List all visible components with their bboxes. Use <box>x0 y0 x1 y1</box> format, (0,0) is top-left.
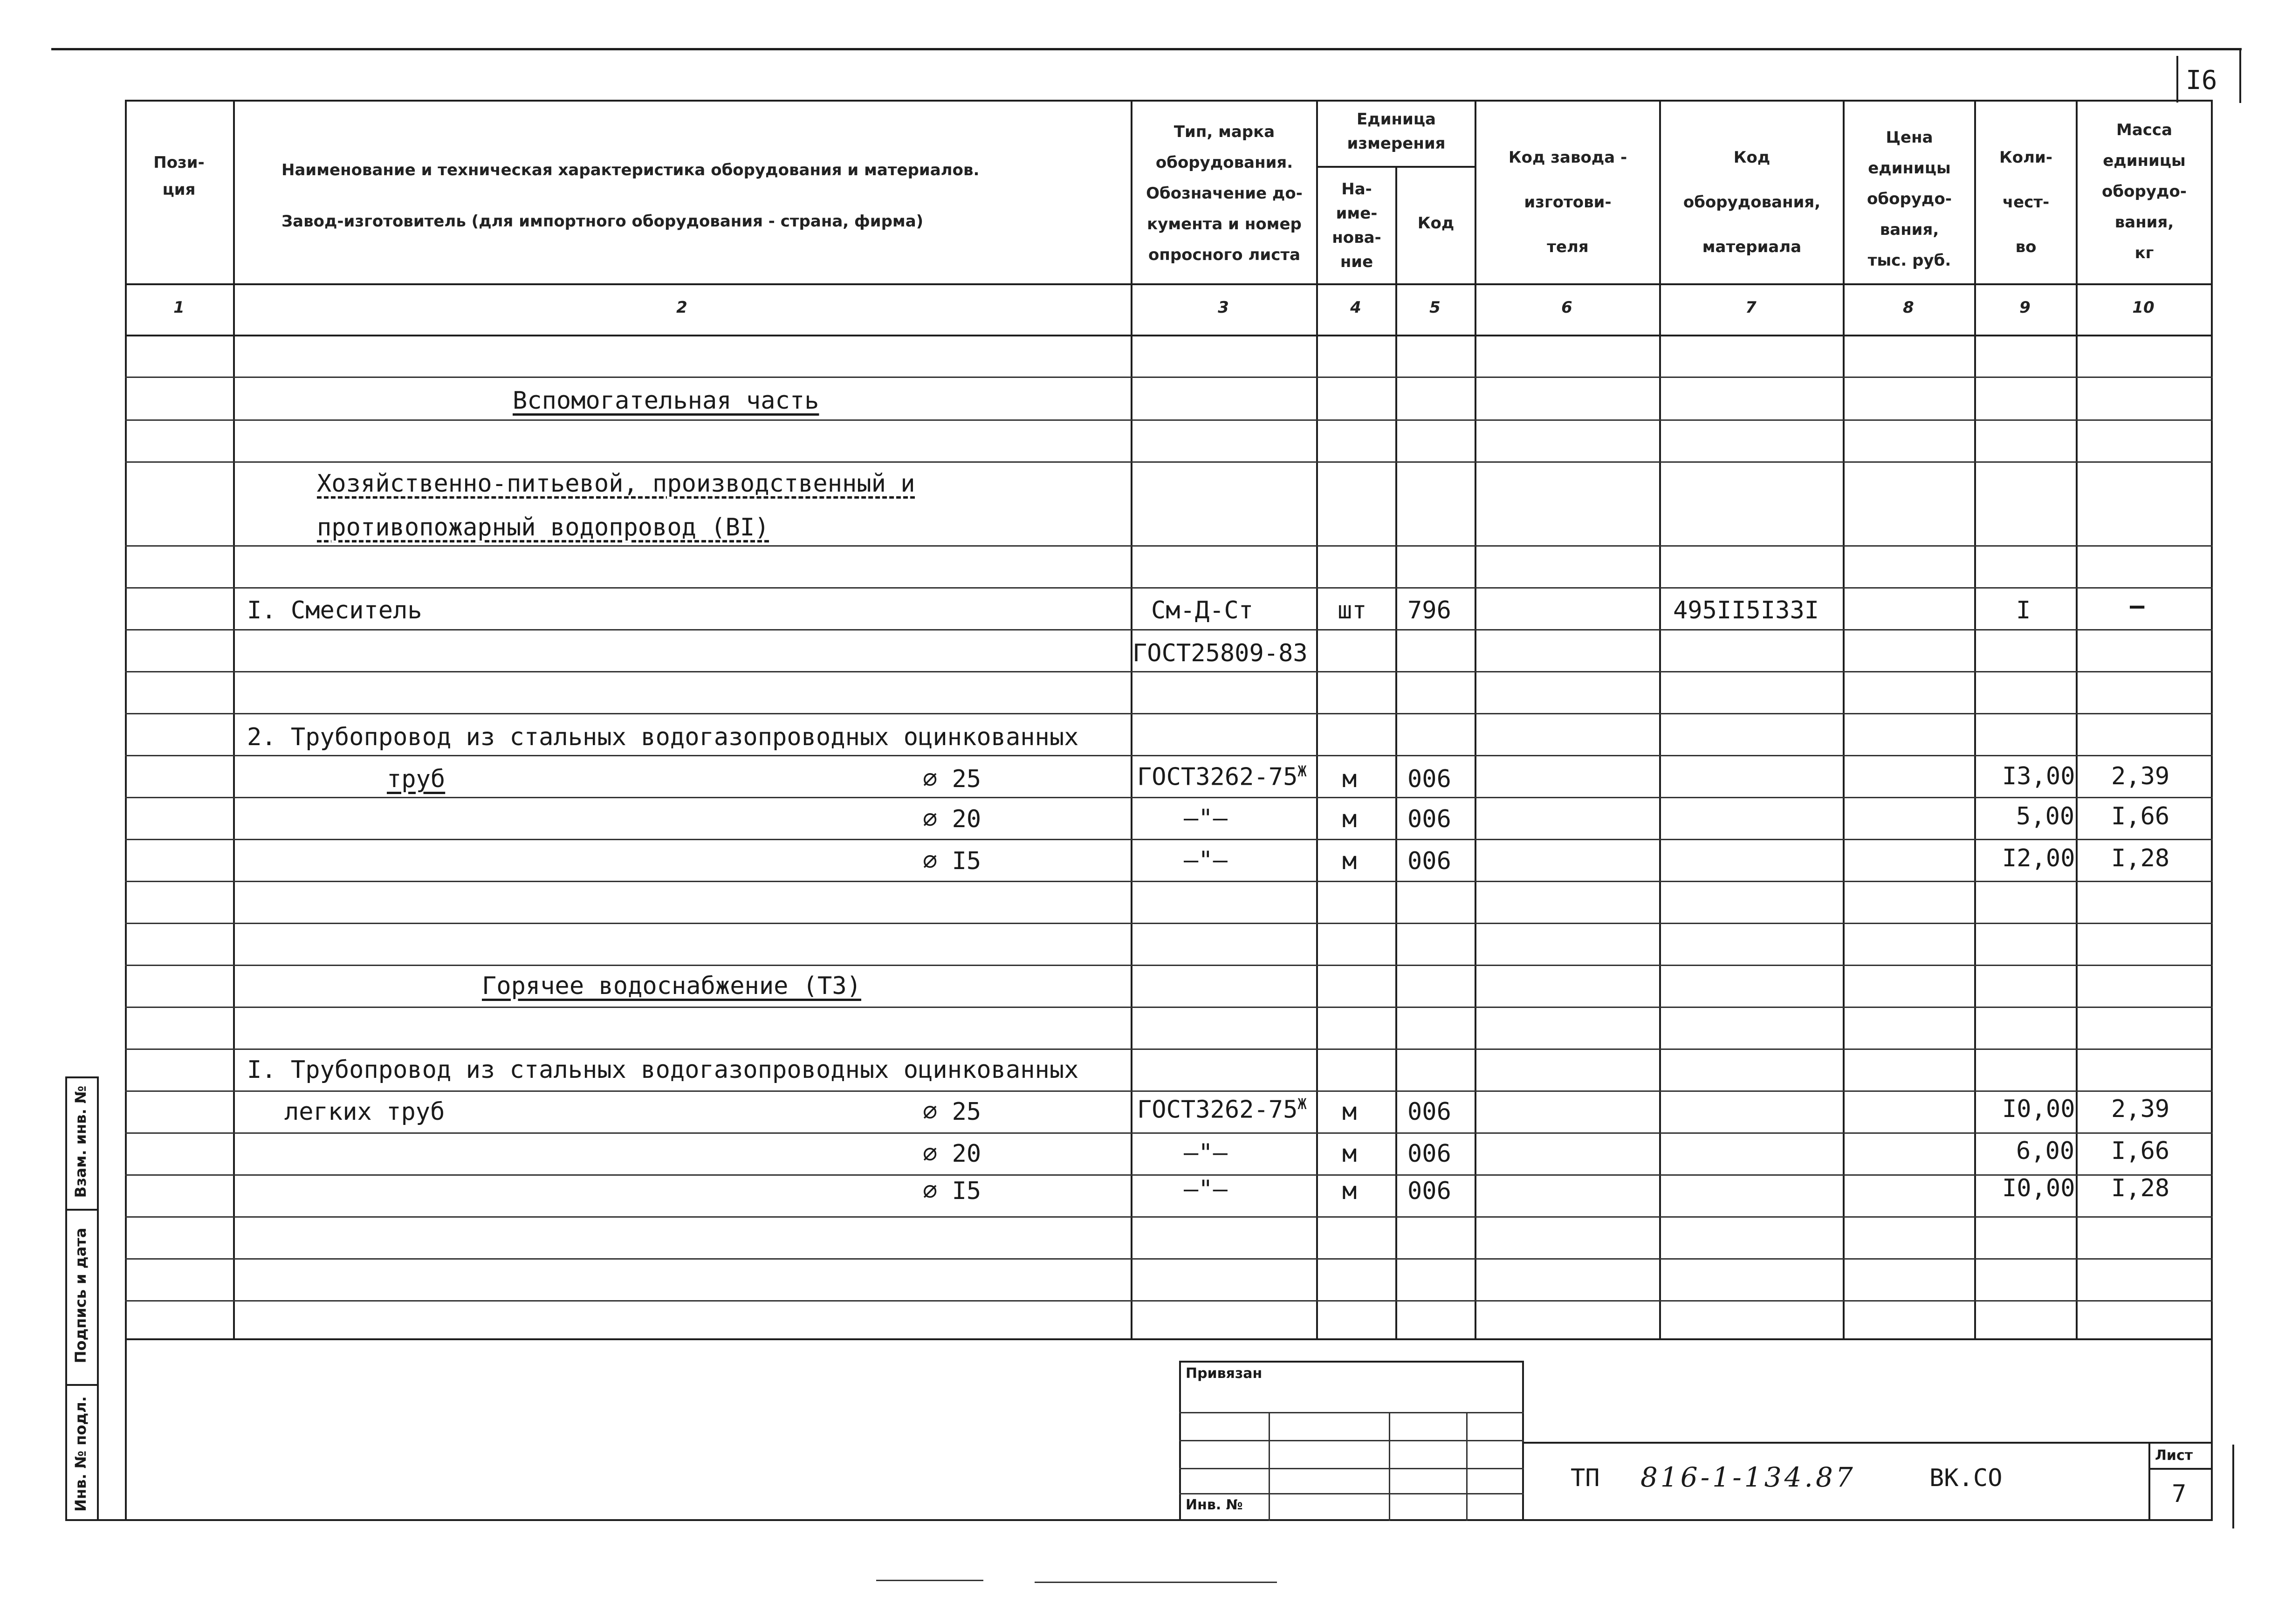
header-bottom-line <box>125 283 2213 285</box>
section-title-water-2: противопожарный водопровод (BI) <box>317 514 769 541</box>
item3-name: I. Трубопровод из стальных водогазопроводных оцинкованных <box>247 1056 1079 1084</box>
pipe-t3-qty: 6,00 <box>2016 1137 2075 1165</box>
pipe-bi-dia: ⌀ 25 <box>923 765 981 793</box>
item3-name-cont: легких труб <box>284 1098 445 1126</box>
row-line <box>125 587 2213 589</box>
scan-mark <box>876 1580 983 1581</box>
sheet-cell-line <box>2148 1468 2213 1470</box>
colnum-bottom-line <box>125 335 2213 336</box>
item1-type: См-Д-Ст <box>1151 596 1254 624</box>
pipe-t3-dia: ⌀ 20 <box>923 1140 981 1168</box>
bound-block-col <box>1269 1412 1270 1521</box>
col-number-10: 10 <box>2132 298 2155 317</box>
header-unit-group: Единица измерения <box>1347 110 1446 153</box>
col-line-7 <box>1843 100 1845 1339</box>
row-line <box>125 755 2213 756</box>
scan-mark <box>1035 1582 1277 1583</box>
row-line <box>125 1216 2213 1218</box>
row-line <box>125 1174 2213 1176</box>
item1-name: I. Смеситель <box>247 596 422 624</box>
col-number-6: 6 <box>1561 298 1572 317</box>
pipe-bi-mass: I,28 <box>2111 844 2170 872</box>
pipe-bi-code: 006 <box>1407 805 1451 833</box>
bound-block-line <box>1179 1440 1524 1441</box>
sheet-cell-left <box>2148 1442 2150 1521</box>
header-col2: Наименование и техническая характеристика оборудования и материалов. Завод-изготовитель (для импортного оборудования - страна, фирма) <box>281 161 980 231</box>
row-line <box>125 1090 2213 1092</box>
pipe-t3-code: 006 <box>1407 1177 1451 1205</box>
pipe-t3-type: –"– <box>1184 1175 1228 1203</box>
col-line-9 <box>2076 100 2078 1339</box>
pipe-t3-mass: 2,39 <box>2111 1095 2170 1123</box>
bound-block-line <box>1179 1412 1524 1413</box>
col-line-5 <box>1475 100 1476 1339</box>
pipe-bi-dia: ⌀ 20 <box>923 805 981 833</box>
section-title-water-1: Хозяйственно-питьевой, производственный и <box>317 470 915 498</box>
pipe-t3-code: 006 <box>1407 1140 1451 1168</box>
pipe-bi-qty: 5,00 <box>2016 802 2075 830</box>
col-number-3: 3 <box>1218 298 1229 317</box>
header-col10: Масса единицы оборудо- вания, кг <box>2102 121 2187 262</box>
bound-block-top <box>1179 1361 1524 1363</box>
col-number-5: 5 <box>1429 298 1441 317</box>
pipe-bi-dia: ⌀ I5 <box>923 847 981 875</box>
row-line <box>125 377 2213 378</box>
row-line <box>125 671 2213 672</box>
designation-prefix: ТП <box>1571 1464 1600 1492</box>
pipe-t3-mass: I,66 <box>2111 1137 2170 1165</box>
row-line <box>125 629 2213 630</box>
header-col9: Коли- чест- во <box>1999 148 2052 256</box>
pipe-bi-type: –"– <box>1184 804 1228 832</box>
pipe-t3-unit: м <box>1342 1177 1357 1205</box>
item1-mass: – <box>2130 592 2145 620</box>
col-number-2: 2 <box>676 298 687 317</box>
pipe-bi-qty: I2,00 <box>2002 844 2075 872</box>
row-line <box>125 1007 2213 1008</box>
pipe-t3-mass: I,28 <box>2111 1174 2170 1202</box>
frame-bottom <box>65 1519 2213 1521</box>
section-title-aux: Вспомогательная часть <box>513 387 819 415</box>
pipe-t3-qty: I0,00 <box>2002 1095 2075 1123</box>
item1-quantity: I <box>2016 596 2031 624</box>
item2-name: 2. Трубопровод из стальных водогазопроводных оцинкованных <box>247 723 1079 751</box>
sheet-number: 7 <box>2172 1480 2187 1508</box>
designation-mark: ВК.СО <box>1929 1464 2003 1492</box>
col-line-3 <box>1316 100 1318 1339</box>
pipe-bi-unit: м <box>1342 805 1357 833</box>
row-line <box>125 923 2213 924</box>
pipe-bi-mass: I,66 <box>2111 802 2170 830</box>
side-label-original-inv: Инв. № подл. <box>72 1396 89 1512</box>
header-col1: Пози- ция <box>153 153 205 199</box>
header-col7: Код оборудования, материала <box>1683 148 1821 256</box>
designation-code: 816-1-134.87 <box>1640 1461 1856 1493</box>
strip-left <box>65 1076 67 1521</box>
col-number-8: 8 <box>1903 298 1914 317</box>
row-line <box>125 545 2213 547</box>
designation-top <box>1522 1442 2213 1444</box>
row-line <box>125 1048 2213 1050</box>
header-col4: На- име- нова- ние <box>1332 180 1381 271</box>
row-line <box>125 713 2213 714</box>
pipe-bi-code: 006 <box>1407 765 1451 793</box>
side-label-signature-date: Подпись и дата <box>72 1227 89 1364</box>
pipe-t3-unit: м <box>1342 1140 1357 1168</box>
header-col5: Код <box>1417 214 1455 233</box>
col-line-4 <box>1395 166 1397 1339</box>
pipe-t3-type: $ГОСТ3262-75^Ж$ <box>1137 1095 1307 1124</box>
frame-top <box>125 100 2213 102</box>
header-col3: Тип, марка оборудования. Обозначение до- кумента и номер опросного листа <box>1146 123 1303 264</box>
bound-block-col <box>1466 1412 1468 1521</box>
row-line <box>125 881 2213 882</box>
col-number-7: 7 <box>1745 298 1757 317</box>
pipe-t3-unit: м <box>1342 1098 1357 1126</box>
pipe-bi-type: $ГОСТ3262-75^Ж$ <box>1137 762 1307 791</box>
row-line <box>125 461 2213 463</box>
col-number-9: 9 <box>2019 298 2031 317</box>
frame-right <box>2211 100 2213 1521</box>
bound-label: Привязан <box>1186 1365 1263 1382</box>
row-line <box>125 965 2213 966</box>
item1-code: 796 <box>1407 596 1451 624</box>
col-line-6 <box>1659 100 1661 1339</box>
item2-name-cont: труб <box>387 765 446 793</box>
row-line <box>125 797 2213 798</box>
item1-unit: шт <box>1338 596 1367 624</box>
pipe-bi-mass: 2,39 <box>2111 762 2170 790</box>
sheet-box-left <box>2176 56 2178 103</box>
pipe-t3-dia: ⌀ 25 <box>923 1098 981 1126</box>
row-line <box>125 839 2213 840</box>
sheet-number-top: I6 <box>2186 65 2217 96</box>
row-line <box>125 1132 2213 1134</box>
sheet-box-right <box>2239 48 2241 103</box>
bound-block-line <box>1179 1468 1524 1469</box>
pipe-t3-qty: I0,00 <box>2002 1174 2075 1202</box>
item1-equipment-code: 495II5I33I <box>1673 596 1819 624</box>
col-line-2 <box>1131 100 1132 1339</box>
header-col8: Цена единицы оборудо- вания, тыс. руб. <box>1867 128 1952 270</box>
strip-right <box>97 1076 99 1521</box>
pipe-bi-type: –"– <box>1184 846 1228 874</box>
row-line <box>125 1300 2213 1302</box>
header-col6: Код завода - изготови- теля <box>1508 148 1627 256</box>
pipe-t3-dia: ⌀ I5 <box>923 1177 981 1205</box>
pipe-bi-qty: I3,00 <box>2002 762 2075 790</box>
pipe-t3-type: –"– <box>1184 1139 1228 1167</box>
col-number-4: 4 <box>1350 298 1361 317</box>
section-title-hot-water: Горячее водоснабжение (ТЗ) <box>482 972 861 1000</box>
row-line <box>125 1258 2213 1260</box>
sheet-label: Лист <box>2155 1447 2193 1464</box>
side-label-replace-inv: Взам. инв. № <box>72 1085 89 1198</box>
top-rule <box>51 48 2242 50</box>
pipe-bi-code: 006 <box>1407 847 1451 875</box>
right-edge-line <box>2232 1445 2234 1528</box>
pipe-bi-unit: м <box>1342 847 1357 875</box>
pipe-bi-unit: м <box>1342 765 1357 793</box>
col-line-8 <box>1974 100 1976 1339</box>
table-bottom-line <box>125 1338 2213 1340</box>
bound-block-line <box>1179 1493 1524 1494</box>
row-line <box>125 419 2213 421</box>
col-number-1: 1 <box>173 298 185 317</box>
col-line-1 <box>233 100 235 1339</box>
strip-divider <box>65 1209 99 1211</box>
item1-gost: ГОСТ25809-83 <box>1132 639 1308 667</box>
bound-block-col <box>1389 1412 1390 1521</box>
inv-number-label: Инв. № <box>1186 1497 1243 1513</box>
pipe-t3-code: 006 <box>1407 1098 1451 1126</box>
